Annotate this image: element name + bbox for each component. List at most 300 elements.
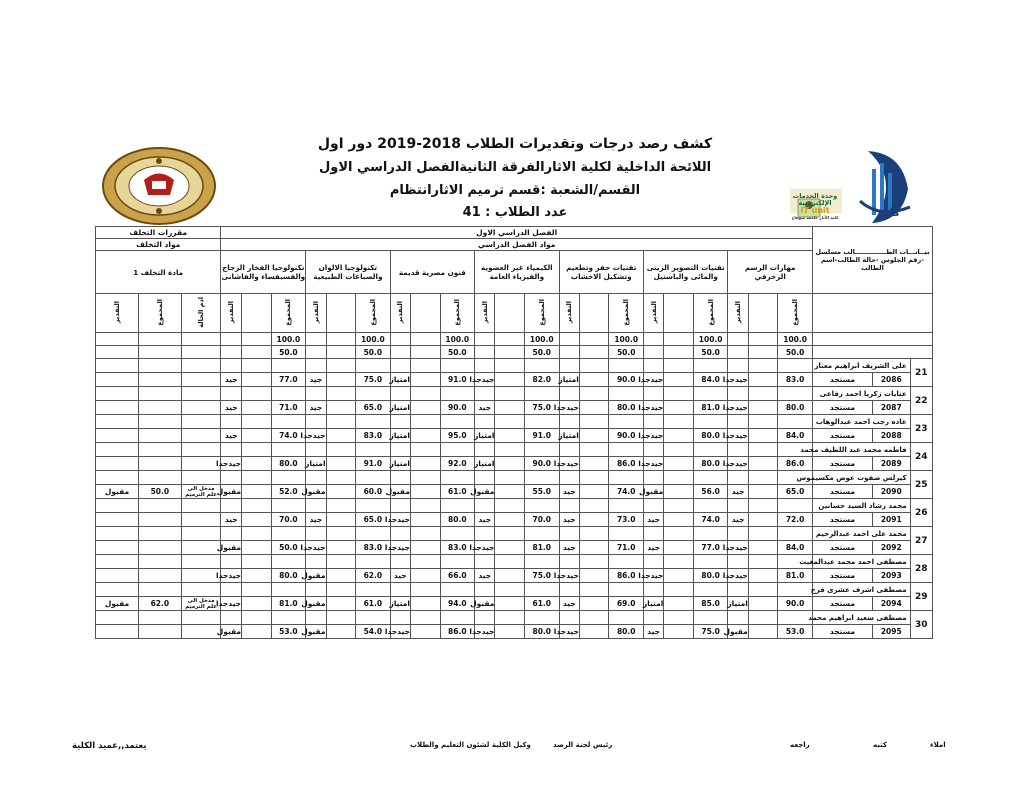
- empty-cell: [664, 346, 694, 359]
- empty-cell: [495, 415, 525, 429]
- subject-total: 73.0: [609, 513, 644, 527]
- empty-cell: [390, 471, 410, 485]
- empty-cell: [728, 359, 748, 373]
- empty-cell: [138, 527, 181, 541]
- empty-cell: [326, 457, 356, 471]
- student-marks-row: [96, 457, 933, 471]
- backlog-status: [181, 429, 221, 443]
- empty-cell: [559, 499, 579, 513]
- student-seq: 28: [910, 555, 932, 583]
- subject-total: 66.0: [440, 569, 475, 583]
- empty-cell: [495, 527, 525, 541]
- backlog-status: مدخل الى علم الترميم: [181, 485, 221, 499]
- empty-cell: [410, 555, 440, 569]
- student-marks-row: [96, 401, 933, 415]
- empty-cell: [559, 346, 579, 359]
- empty-cell: [410, 373, 440, 387]
- empty-cell: [644, 499, 664, 513]
- empty-cell: [664, 401, 694, 415]
- subject-grade: امتياز: [559, 429, 579, 443]
- empty-cell: [579, 597, 609, 611]
- backlog-total: [138, 373, 181, 387]
- subject-total: 65.0: [356, 401, 391, 415]
- empty-cell: [475, 471, 495, 485]
- empty-cell: [609, 387, 644, 401]
- col-grade-label-cell: [559, 294, 579, 333]
- col-total-label-cell: [440, 294, 475, 333]
- subject-header: تكنولوجيا الفخار الزجاج والفسيفساء والفاشانى: [221, 251, 306, 294]
- footer-dean: يعتمد,,عميد الكلية: [72, 741, 147, 751]
- min-total: 50.0: [356, 346, 391, 359]
- col-total-label-cell: [524, 294, 559, 333]
- empty-cell: [475, 387, 495, 401]
- empty-cell: [495, 583, 525, 597]
- seat-number: 2093: [872, 569, 910, 583]
- empty-cell: [221, 443, 242, 457]
- subject-grade: جيدجدا: [644, 401, 664, 415]
- subject-total: 77.0: [693, 541, 728, 555]
- university-seal-logo: [100, 145, 218, 227]
- empty-cell: [326, 569, 356, 583]
- backlog-status: [181, 373, 221, 387]
- subject-total: 61.0: [356, 597, 391, 611]
- subject-grade: مقبول: [475, 485, 495, 499]
- subject-grade: امتياز: [728, 597, 748, 611]
- subject-grade: امتياز: [390, 401, 410, 415]
- empty-cell: [644, 443, 664, 457]
- student-status: مستجد: [812, 373, 872, 387]
- student-name-row: [96, 611, 933, 625]
- empty-cell: [609, 583, 644, 597]
- empty-cell: [664, 541, 694, 555]
- subject-grade: جيد: [390, 569, 410, 583]
- empty-cell: [495, 401, 525, 415]
- empty-col-label: [326, 294, 356, 333]
- subject-total: 80.0: [693, 569, 728, 583]
- backlog-total: [138, 429, 181, 443]
- student-name: مصطفى اشرف عشرى فرج: [812, 583, 910, 597]
- min-total: 50.0: [693, 346, 728, 359]
- it-unit-text: [790, 193, 840, 221]
- empty-cell: [579, 611, 609, 625]
- empty-cell: [644, 611, 664, 625]
- empty-cell: [410, 429, 440, 443]
- min-total: 50.0: [778, 346, 813, 359]
- empty-cell: [242, 527, 272, 541]
- empty-cell: [326, 401, 356, 415]
- empty-cell: [495, 485, 525, 499]
- empty-cell: [475, 359, 495, 373]
- subject-total: 72.0: [778, 513, 813, 527]
- empty-cell: [410, 513, 440, 527]
- subject-total: 90.0: [524, 457, 559, 471]
- backlog-status: [181, 513, 221, 527]
- subject-total: 69.0: [609, 597, 644, 611]
- empty-cell: [306, 387, 326, 401]
- empty-cell: [306, 583, 326, 597]
- student-seq: 27: [910, 527, 932, 555]
- empty-cell: [242, 457, 272, 471]
- empty-cell: [664, 555, 694, 569]
- empty-cell: [242, 597, 272, 611]
- student-name-row: [96, 555, 933, 569]
- empty-cell: [390, 555, 410, 569]
- empty-cell: [524, 359, 559, 373]
- empty-cell: [748, 415, 778, 429]
- empty-cell: [138, 471, 181, 485]
- empty-cell: [271, 443, 306, 457]
- empty-cell: [96, 346, 139, 359]
- empty-cell: [96, 471, 139, 485]
- student-status: مستجد: [812, 401, 872, 415]
- subject-grade: جيدجدا: [475, 541, 495, 555]
- empty-cell: [579, 499, 609, 513]
- footer-reviewed-by: راجعه: [790, 741, 810, 749]
- empty-cell: [693, 555, 728, 569]
- empty-cell: [644, 387, 664, 401]
- subject-total: 75.0: [693, 625, 728, 639]
- subject-total: 70.0: [271, 513, 306, 527]
- subject-header: فنون مصرية قديمة: [390, 251, 474, 294]
- empty-cell: [664, 569, 694, 583]
- empty-cell: [181, 583, 221, 597]
- empty-cell: [242, 429, 272, 443]
- empty-cell: [242, 541, 272, 555]
- empty-cell: [440, 555, 475, 569]
- empty-cell: [181, 499, 221, 513]
- empty-cell: [96, 499, 139, 513]
- empty-cell: [221, 555, 242, 569]
- empty-cell: [242, 471, 272, 485]
- empty-cell: [181, 611, 221, 625]
- empty-cell: [748, 401, 778, 415]
- empty-cell: [440, 359, 475, 373]
- subject-grade: جيدجدا: [306, 541, 326, 555]
- student-name: مصطفى احمد محمد عبدالمغيث: [812, 555, 910, 569]
- subject-total: 62.0: [356, 569, 391, 583]
- empty-cell: [524, 443, 559, 457]
- empty-cell: [579, 387, 609, 401]
- empty-cell: [138, 443, 181, 457]
- col-grade-label-cell: [644, 294, 664, 333]
- empty-cell: [410, 471, 440, 485]
- col-total-label: المجموع: [537, 298, 546, 326]
- empty-cell: [728, 387, 748, 401]
- empty-cell: [664, 611, 694, 625]
- empty-cell: [96, 415, 139, 429]
- col-grade-label-cell: [728, 294, 748, 333]
- empty-cell: [664, 387, 694, 401]
- empty-cell: [221, 611, 242, 625]
- subject-grade: جيد: [559, 541, 579, 555]
- subject-grade: مقبول: [306, 625, 326, 639]
- subject-grade: جيدجدا: [644, 373, 664, 387]
- seat-number: 2087: [872, 401, 910, 415]
- empty-cell: [495, 443, 525, 457]
- student-seq: 30: [910, 611, 932, 639]
- subject-total: 65.0: [356, 513, 391, 527]
- subject-total: 83.0: [440, 541, 475, 555]
- subject-grade: امتياز: [475, 457, 495, 471]
- subject-grade: جيدجدا: [728, 429, 748, 443]
- subject-total: 84.0: [778, 429, 813, 443]
- subject-total: 75.0: [524, 569, 559, 583]
- subject-total: 83.0: [356, 429, 391, 443]
- empty-cell: [475, 611, 495, 625]
- empty-col-label: [579, 294, 609, 333]
- empty-cell: [495, 346, 525, 359]
- empty-cell: [495, 611, 525, 625]
- empty-cell: [579, 415, 609, 429]
- empty-cell: [524, 415, 559, 429]
- backlog-grade: [96, 625, 139, 639]
- empty-cell: [748, 513, 778, 527]
- student-seq: 24: [910, 443, 932, 471]
- row-label-spacer: [812, 346, 932, 359]
- empty-cell: [495, 555, 525, 569]
- subject-grade: جيد: [306, 513, 326, 527]
- empty-cell: [748, 499, 778, 513]
- empty-cell: [96, 527, 139, 541]
- empty-cell: [495, 471, 525, 485]
- empty-cell: [778, 359, 813, 373]
- col-total-label: المجموع: [453, 298, 462, 326]
- empty-cell: [778, 527, 813, 541]
- empty-cell: [242, 387, 272, 401]
- min-total: 50.0: [271, 346, 306, 359]
- backlog-grade: [96, 457, 139, 471]
- empty-cell: [475, 583, 495, 597]
- subject-grade: جيدجدا: [390, 625, 410, 639]
- empty-cell: [242, 485, 272, 499]
- subject-total: 90.0: [778, 597, 813, 611]
- empty-cell: [778, 415, 813, 429]
- empty-cell: [410, 346, 440, 359]
- subject-grade: امتياز: [559, 373, 579, 387]
- empty-cell: [748, 527, 778, 541]
- max-total: 100.0: [440, 333, 475, 346]
- empty-cell: [390, 527, 410, 541]
- subject-grade: جيدجدا: [221, 569, 242, 583]
- empty-cell: [96, 359, 139, 373]
- empty-cell: [748, 429, 778, 443]
- empty-cell: [242, 611, 272, 625]
- subject-total: 90.0: [440, 401, 475, 415]
- subject-grade: جيدجدا: [728, 541, 748, 555]
- student-data-header-text: بيــانـــات الطــــــــــــــالب مسلسل -رقم الجلوس -حالة الطالب-اسم الطالب: [815, 248, 930, 272]
- empty-cell: [559, 443, 579, 457]
- empty-cell: [609, 443, 644, 457]
- empty-cell: [664, 513, 694, 527]
- empty-cell: [326, 443, 356, 457]
- empty-cell: [748, 443, 778, 457]
- subject-total: 80.0: [271, 569, 306, 583]
- empty-cell: [778, 611, 813, 625]
- footer-written-by: كتبه: [873, 741, 888, 749]
- empty-cell: [748, 597, 778, 611]
- empty-col-label: [495, 294, 525, 333]
- empty-col-label: [748, 294, 778, 333]
- subject-grade: مقبول: [306, 597, 326, 611]
- empty-cell: [410, 333, 440, 346]
- empty-cell: [138, 333, 181, 346]
- empty-cell: [96, 387, 139, 401]
- student-status: مستجد: [812, 485, 872, 499]
- subject-grade: جيد: [559, 597, 579, 611]
- student-name: كيرلس صفوت عوض مكسيموس: [812, 471, 910, 485]
- empty-cell: [410, 415, 440, 429]
- empty-cell: [181, 471, 221, 485]
- empty-cell: [181, 346, 221, 359]
- col-total-label: المجموع: [622, 298, 631, 326]
- subject-total: 92.0: [440, 457, 475, 471]
- subject-total: 53.0: [271, 625, 306, 639]
- empty-cell: [356, 359, 391, 373]
- empty-cell: [356, 387, 391, 401]
- col-total-label-cell: [609, 294, 644, 333]
- empty-cell: [778, 387, 813, 401]
- title-line-3: القسم/الشعبة :قسم ترميم الاثارانتظام: [389, 183, 641, 198]
- empty-cell: [524, 555, 559, 569]
- col-grade-label-cell: [306, 294, 326, 333]
- subject-header: مهارات الرسم الزخرفي: [728, 251, 812, 294]
- empty-cell: [271, 471, 306, 485]
- seat-number: 2091: [872, 513, 910, 527]
- backlog-header: مقررات التخلف: [96, 227, 221, 239]
- it-unit-line-4: كلية الآثار جامعة سوهاج: [791, 215, 839, 220]
- student-name-row: [96, 499, 933, 513]
- backlog-grade: [96, 541, 139, 555]
- empty-cell: [221, 527, 242, 541]
- empty-cell: [644, 527, 664, 541]
- subject-total: 65.0: [778, 485, 813, 499]
- subject-total: 86.0: [778, 457, 813, 471]
- subject-total: 86.0: [440, 625, 475, 639]
- subject-grade: جيدجدا: [559, 569, 579, 583]
- subject-grade: جيدجدا: [475, 625, 495, 639]
- empty-cell: [356, 415, 391, 429]
- subject-grade: جيد: [559, 513, 579, 527]
- subject-grade: جيدجدا: [559, 625, 579, 639]
- subject-grade: جيدجدا: [221, 457, 242, 471]
- empty-cell: [609, 471, 644, 485]
- subject-grade: جيد: [306, 401, 326, 415]
- empty-cell: [326, 333, 356, 346]
- subject-total: 61.0: [524, 597, 559, 611]
- seat-number: 2088: [872, 429, 910, 443]
- empty-cell: [271, 415, 306, 429]
- backlog-total: [138, 541, 181, 555]
- empty-cell: [242, 415, 272, 429]
- empty-cell: [326, 415, 356, 429]
- subject-grade: مقبول: [221, 541, 242, 555]
- empty-cell: [242, 555, 272, 569]
- subject-grade: امتياز: [390, 597, 410, 611]
- subject-total: 60.0: [356, 485, 391, 499]
- col-status-label: ادم الحالة: [197, 296, 206, 328]
- subject-grade: امتياز: [306, 457, 326, 471]
- empty-cell: [326, 555, 356, 569]
- grades-table: [95, 226, 933, 639]
- empty-cell: [728, 555, 748, 569]
- empty-cell: [242, 359, 272, 373]
- subject-grade: جيد: [475, 401, 495, 415]
- empty-cell: [495, 333, 525, 346]
- empty-cell: [440, 499, 475, 513]
- empty-cell: [271, 387, 306, 401]
- empty-cell: [664, 583, 694, 597]
- empty-cell: [728, 527, 748, 541]
- empty-cell: [664, 471, 694, 485]
- subject-total: 71.0: [609, 541, 644, 555]
- col-total-label-cell: [778, 294, 813, 333]
- empty-cell: [138, 359, 181, 373]
- empty-cell: [138, 346, 181, 359]
- empty-cell: [181, 527, 221, 541]
- empty-cell: [390, 443, 410, 457]
- student-col-spacer: [812, 294, 932, 333]
- student-marks-row: [96, 597, 933, 611]
- empty-cell: [495, 597, 525, 611]
- seat-number: 2095: [872, 625, 910, 639]
- empty-cell: [242, 333, 272, 346]
- col-total-label: المجموع: [284, 298, 293, 326]
- empty-cell: [440, 387, 475, 401]
- subject-grade: جيدجدا: [728, 569, 748, 583]
- student-marks-row: [96, 541, 933, 555]
- col-total-label: المجموع: [368, 298, 377, 326]
- col-grade-label: التقدير: [734, 300, 743, 324]
- student-marks-row: [96, 569, 933, 583]
- empty-cell: [559, 333, 579, 346]
- subject-total: 94.0: [440, 597, 475, 611]
- subject-header: تقنيات حفر وتطعيم وتشكيل الاخشاب: [559, 251, 643, 294]
- empty-cell: [390, 499, 410, 513]
- empty-cell: [475, 499, 495, 513]
- empty-cell: [728, 346, 748, 359]
- subject-total: 74.0: [693, 513, 728, 527]
- empty-cell: [440, 583, 475, 597]
- subject-total: 81.0: [524, 541, 559, 555]
- empty-cell: [440, 527, 475, 541]
- empty-cell: [559, 611, 579, 625]
- student-name-row: [96, 443, 933, 457]
- max-total: 100.0: [693, 333, 728, 346]
- col-grade-label: التقدير: [480, 300, 489, 324]
- max-total: 100.0: [271, 333, 306, 346]
- col-total-label-cell: [356, 294, 391, 333]
- empty-cell: [609, 527, 644, 541]
- empty-cell: [181, 333, 221, 346]
- empty-col-label: [410, 294, 440, 333]
- student-data-header: [812, 227, 932, 294]
- empty-cell: [579, 346, 609, 359]
- subject-total: 80.0: [440, 513, 475, 527]
- min-total: 50.0: [524, 346, 559, 359]
- subject-grade: مقبول: [728, 625, 748, 639]
- empty-cell: [664, 527, 694, 541]
- empty-cell: [664, 499, 694, 513]
- student-marks-row: [96, 625, 933, 639]
- subject-total: 90.0: [609, 429, 644, 443]
- empty-cell: [475, 527, 495, 541]
- subject-header: الكيمياء غير العضوية والفيزياء العامة: [475, 251, 559, 294]
- subject-grade: مقبول: [306, 485, 326, 499]
- subject-grade: جيدجدا: [728, 401, 748, 415]
- empty-cell: [410, 611, 440, 625]
- empty-cell: [778, 583, 813, 597]
- student-seq: 26: [910, 499, 932, 527]
